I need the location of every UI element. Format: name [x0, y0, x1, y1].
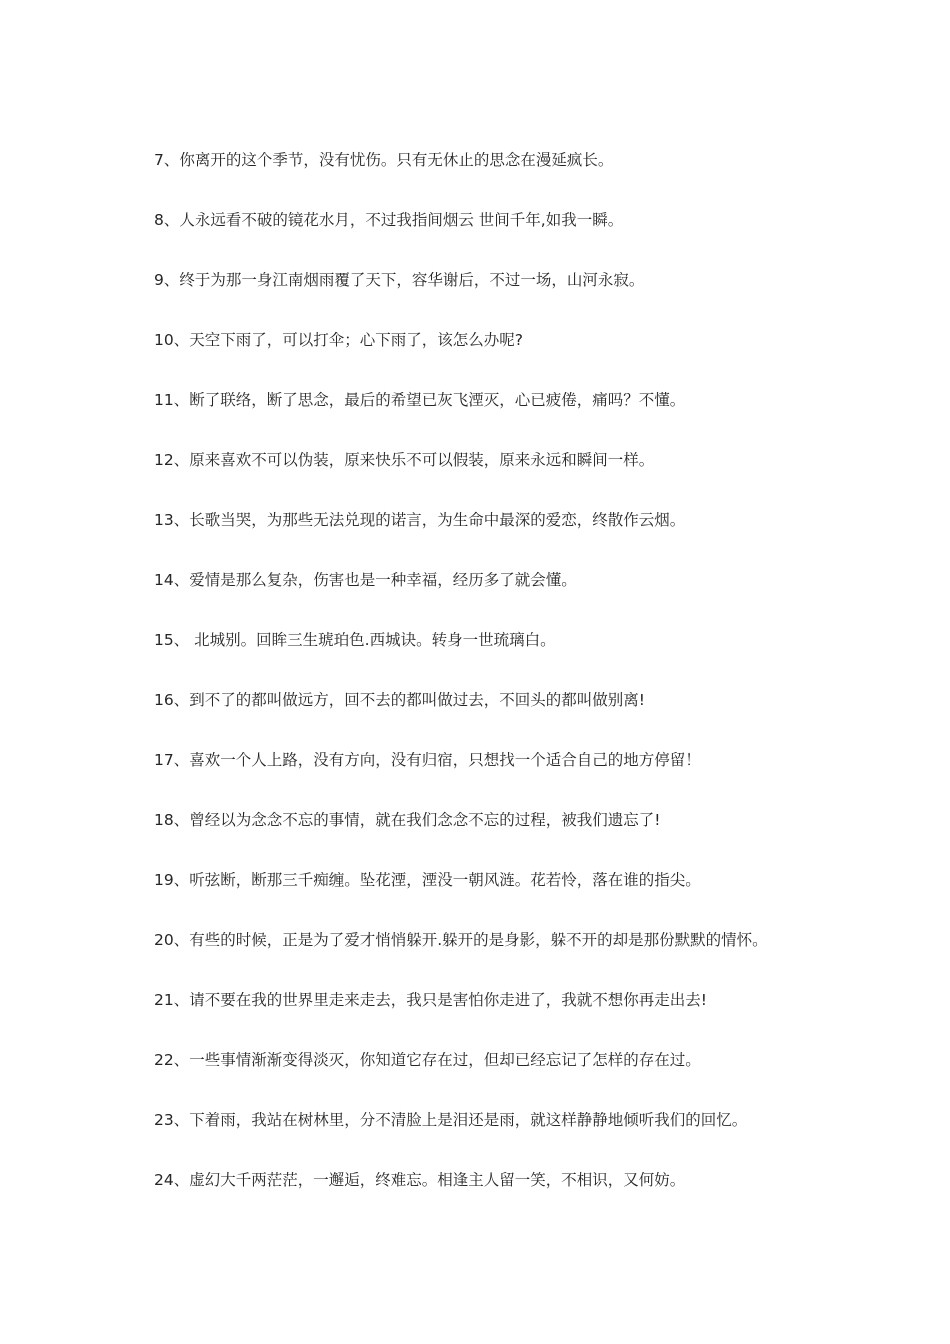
quote-item: 23、下着雨，我站在树林里，分不清脸上是泪还是雨，就这样静静地倾听我们的回忆。	[154, 1111, 748, 1129]
quote-item: 18、曾经以为念念不忘的事情，就在我们念念不忘的过程，被我们遗忘了!	[154, 811, 661, 829]
quote-list	[154, 148, 934, 1228]
quote-item: 15、 北城别。回眸三生琥珀色.西城诀。转身一世琉璃白。	[154, 631, 556, 649]
quote-item: 13、长歌当哭，为那些无法兑现的诺言，为生命中最深的爱恋，终散作云烟。	[154, 511, 686, 529]
quote-item: 12、原来喜欢不可以伪装，原来快乐不可以假装，原来永远和瞬间一样。	[154, 451, 655, 469]
quote-item: 22、一些事情渐渐变得淡灭，你知道它存在过，但却已经忘记了怎样的存在过。	[154, 1051, 701, 1069]
quote-item: 16、到不了的都叫做远方，回不去的都叫做过去，不回头的都叫做别离!	[154, 691, 645, 709]
quote-item: 20、有些的时候，正是为了爱才悄悄躲开.躲开的是身影，躲不开的却是那份默默的情怀。	[154, 931, 768, 949]
quote-item: 19、听弦断，断那三千痴缠。坠花湮，湮没一朝风涟。花若怜，落在谁的指尖。	[154, 871, 701, 889]
quote-item: 17、喜欢一个人上路，没有方向，没有归宿，只想找一个适合自己的地方停留！	[154, 751, 701, 769]
quote-item: 24、虚幻大千两茫茫，一邂逅，终难忘。相逢主人留一笑，不相识，又何妨。	[154, 1171, 686, 1189]
quote-item: 14、爱情是那么复杂，伤害也是一种幸福，经历多了就会懂。	[154, 571, 577, 589]
quote-item: 11、断了联络，断了思念，最后的希望已灰飞湮灭，心已疲倦，痛吗？不懂。	[154, 391, 686, 409]
quote-item: 21、请不要在我的世界里走来走去，我只是害怕你走进了，我就不想你再走出去!	[154, 991, 707, 1009]
quote-item: 9、终于为那一身江南烟雨覆了天下，容华谢后，不过一场，山河永寂。	[154, 271, 645, 289]
quote-item: 10、天空下雨了，可以打伞；心下雨了，该怎么办呢?	[154, 331, 523, 349]
quote-item: 8、人永远看不破的镜花水月，不过我指间烟云 世间千年,如我一瞬。	[154, 211, 624, 229]
quote-item: 7、你离开的这个季节，没有忧伤。只有无休止的思念在漫延疯长。	[154, 151, 614, 169]
